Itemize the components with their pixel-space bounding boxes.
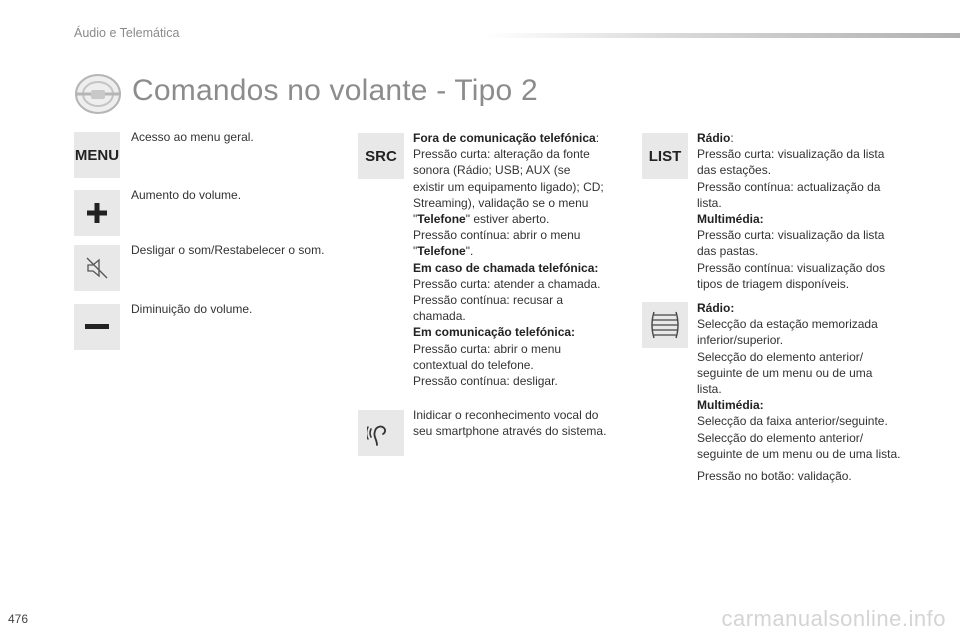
press-validation-description: Pressão no botão: validação. — [697, 469, 852, 483]
thumbwheel-description: Rádio: Selecção da estação memorizada inferior/superior. Selecção do elemento anterior/ seguinte de um menu ou de uma lista. Multimédia: Selecção da faixa anterior/seguinte. Selecção do elemento anterior/ seguinte de um menu ou de uma lista. — [697, 301, 901, 461]
watermark: carmanualsonline.info — [721, 606, 946, 631]
src-description: Fora de comunicação telefónica: Pressão curta: alteração da fonte sonora (Rádio; USB; AUX (se existir um equipamento ligado); CD; Streaming), validação se o menu "Telefone" estiver aberto. Pressão contínua: abrir o menu "Telefone". Em caso de chamada telefónica: Pressão curta: atender a chamada. Pressão contínua: recusar a chamada. Em comunicação telefónica: Pressão curta: abrir o menu contextual do telefone. Pressão contínua: desligar. — [413, 131, 604, 389]
voice-recognition-icon — [358, 410, 404, 456]
list-label: LIST — [648, 147, 682, 165]
thumbwheel-icon — [642, 302, 688, 348]
src-button-icon — [358, 133, 404, 179]
menu-description: Acesso ao menu geral. — [131, 130, 254, 144]
header-bar — [486, 33, 960, 38]
plus-description: Aumento do volume. — [131, 188, 242, 202]
page-number: 476 — [8, 612, 29, 626]
mute-description: Desligar o som/Restabelecer o som. — [131, 243, 325, 257]
voice-description: Inidicar o reconhecimento vocal do seu smartphone através do sistema. — [413, 408, 607, 439]
menu-button-icon — [74, 132, 120, 178]
list-button-icon — [642, 133, 688, 179]
mute-icon — [74, 245, 120, 291]
plus-icon — [74, 190, 120, 236]
menu-label: MENU — [74, 146, 120, 164]
src-label: SRC — [365, 147, 397, 165]
minus-icon — [74, 304, 120, 350]
section-label: Áudio e Telemática — [74, 26, 180, 40]
list-description: Rádio: Pressão curta: visualização da lista das estações. Pressão contínua: actualização da lista. Multimédia: Pressão curta: visualização da lista das pastas. Pressão contínua: visualização dos tipos de triagem disponíveis. — [697, 131, 886, 291]
page-title: Comandos no volante - Tipo 2 — [132, 74, 538, 107]
minus-description: Diminuição do volume. — [131, 302, 253, 316]
steering-wheel-icon — [74, 72, 122, 116]
